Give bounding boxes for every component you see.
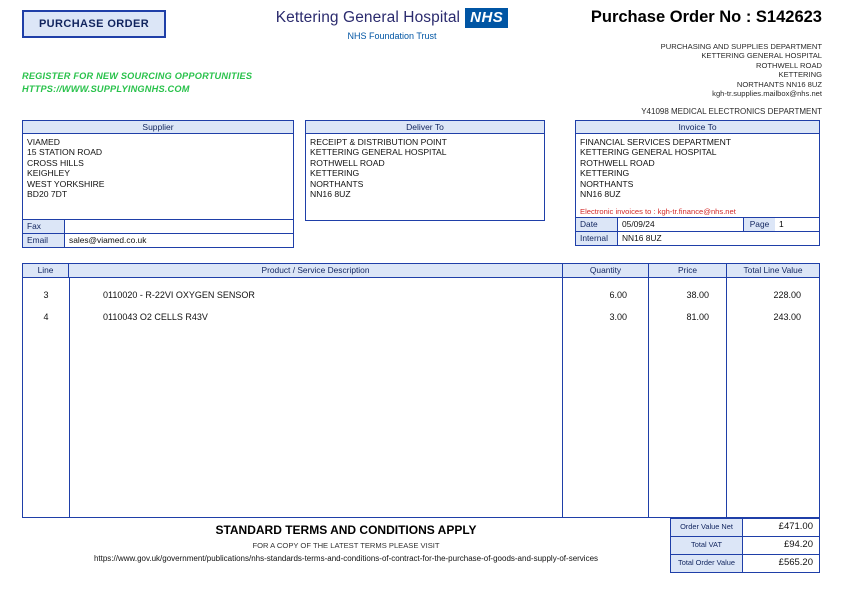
buyer-email: kgh-tr.supplies.mailbox@nhs.net [712, 89, 822, 99]
line-items-body [23, 278, 819, 324]
deliver-line: ROTHWELL ROAD [310, 157, 385, 168]
total-net-value: £471.00 [778, 521, 813, 532]
buyer-address-line: KETTERING GENERAL HOSPITAL [701, 51, 822, 61]
column-header-total: Total Line Value [743, 265, 803, 275]
buyer-address [502, 42, 822, 117]
invoice-to-address [576, 134, 819, 218]
total-row-gross [671, 555, 819, 572]
invoice-line: KETTERING GENERAL HOSPITAL [580, 147, 717, 158]
deliver-to-header: Deliver To [306, 121, 544, 134]
line-items-header [23, 264, 819, 278]
total-net-label: Order Value Net [671, 519, 743, 536]
supplier-line: VIAMED [27, 137, 60, 147]
column-header-price: Price [649, 264, 727, 277]
supplier-fax-value [65, 220, 293, 233]
cell-quantity: 6.00 [609, 290, 627, 300]
order-date-row [576, 217, 819, 231]
cell-desc: 0110043 O2 CELLS R43V [103, 312, 208, 322]
cell-desc: 0110020 - R-22VI OXYGEN SENSOR [103, 290, 255, 300]
terms-and-conditions [22, 518, 670, 563]
buyer-address-line: ROTHWELL ROAD [756, 60, 822, 70]
buyer-address-line: PURCHASING AND SUPPLIES DEPARTMENT [660, 42, 822, 51]
cell-total: 243.00 [773, 312, 801, 322]
supplier-line: BD20 7DT [27, 189, 68, 200]
invoice-line: FINANCIAL SERVICES DEPARTMENT [580, 137, 732, 147]
buyer-address-line: KETTERING [778, 70, 822, 80]
order-date-label: Date [576, 218, 618, 231]
supplier-line: CROSS HILLS [27, 157, 84, 168]
table-row [23, 310, 819, 324]
hospital-name: Kettering General Hospital [275, 9, 461, 26]
total-order-label: Total Order Value [671, 555, 743, 572]
nhs-branding [272, 8, 512, 41]
nhs-foundation-trust-label: NHS Foundation Trust [347, 31, 437, 41]
internal-label: Internal [576, 232, 618, 245]
line-items-table [22, 263, 820, 518]
supplier-line: 15 STATION ROAD [27, 147, 103, 158]
cell-quantity: 3.00 [609, 312, 627, 322]
invoice-to-header: Invoice To [576, 121, 819, 134]
table-row [23, 288, 819, 302]
deliver-line: KETTERING GENERAL HOSPITAL [310, 147, 447, 158]
purchase-order-badge: PURCHASE ORDER [22, 10, 166, 38]
deliver-line: NN16 8UZ [310, 189, 351, 200]
invoice-line: ROTHWELL ROAD [580, 157, 655, 168]
order-date-value: 05/09/24 [622, 219, 655, 229]
column-header-line: Line [23, 264, 69, 277]
total-row-net [671, 519, 819, 537]
cell-line: 4 [43, 312, 49, 322]
cell-price: 38.00 [686, 290, 709, 300]
cell-line: 3 [43, 290, 49, 300]
supplier-panel [22, 120, 294, 248]
supplier-email-row [23, 233, 293, 247]
supplier-email-value: sales@viamed.co.uk [69, 235, 147, 245]
column-header-quantity: Quantity [563, 264, 649, 277]
column-divider [648, 277, 649, 517]
deliver-line: NORTHANTS [310, 178, 364, 189]
deliver-line: RECEIPT & DISTRIBUTION POINT [310, 137, 447, 147]
promo-line-2: HTTPS://WWW.SUPPLYINGNHS.COM [22, 84, 190, 94]
nhs-logo: NHS [465, 8, 508, 28]
column-divider [69, 277, 70, 517]
internal-value: NN16 8UZ [622, 233, 662, 243]
deliver-to-address [306, 134, 544, 199]
cell-price: 81.00 [686, 312, 709, 322]
total-row-vat [671, 537, 819, 555]
supplier-fax-label: Fax [23, 220, 65, 233]
total-order-value: £565.20 [778, 557, 813, 568]
supplier-fax-row [23, 219, 293, 233]
supplier-line: WEST YORKSHIRE [27, 178, 105, 189]
total-vat-value: £94.20 [783, 539, 813, 550]
invoice-line: KETTERING [580, 168, 630, 179]
column-header-desc: Product / Service Description [69, 264, 563, 277]
invoice-line: NN16 8UZ [580, 189, 621, 200]
page-number-value: 1 [779, 219, 784, 229]
electronic-invoice-note: Electronic invoices to : kgh-tr.finance@nhs.net [580, 207, 736, 217]
totals-panel [670, 518, 820, 573]
department-line: Y41098 MEDICAL ELECTRONICS DEPARTMENT [641, 107, 822, 117]
supplier-email-label: Email [23, 234, 65, 247]
column-divider [562, 277, 563, 517]
column-divider [726, 277, 727, 517]
terms-subtitle: FOR A COPY OF THE LATEST TERMS PLEASE VISIT [252, 541, 440, 550]
supplier-header: Supplier [23, 121, 293, 134]
sourcing-promo [22, 70, 252, 96]
cell-total: 228.00 [773, 290, 801, 300]
total-vat-label: Total VAT [671, 537, 743, 554]
terms-url: https://www.gov.uk/government/publications/nhs-standards-terms-and-conditions-of-contract-for-the-purchase-of-goods-and-supply-of-services [93, 554, 599, 563]
buyer-address-line: NORTHANTS NN16 8UZ [736, 79, 822, 89]
terms-title: STANDARD TERMS AND CONDITIONS APPLY [215, 523, 477, 537]
deliver-to-panel [305, 120, 545, 221]
supplier-address [23, 134, 293, 199]
invoice-line: NORTHANTS [580, 178, 634, 189]
supplier-line: KEIGHLEY [27, 168, 70, 179]
page-label: Page [743, 218, 775, 231]
deliver-line: KETTERING [310, 168, 360, 179]
page-title: Purchase Order No : S142623 [590, 8, 822, 26]
internal-row [576, 231, 819, 245]
promo-line-1: REGISTER FOR NEW SOURCING OPPORTUNITIES [22, 71, 253, 81]
invoice-to-panel [575, 120, 820, 246]
